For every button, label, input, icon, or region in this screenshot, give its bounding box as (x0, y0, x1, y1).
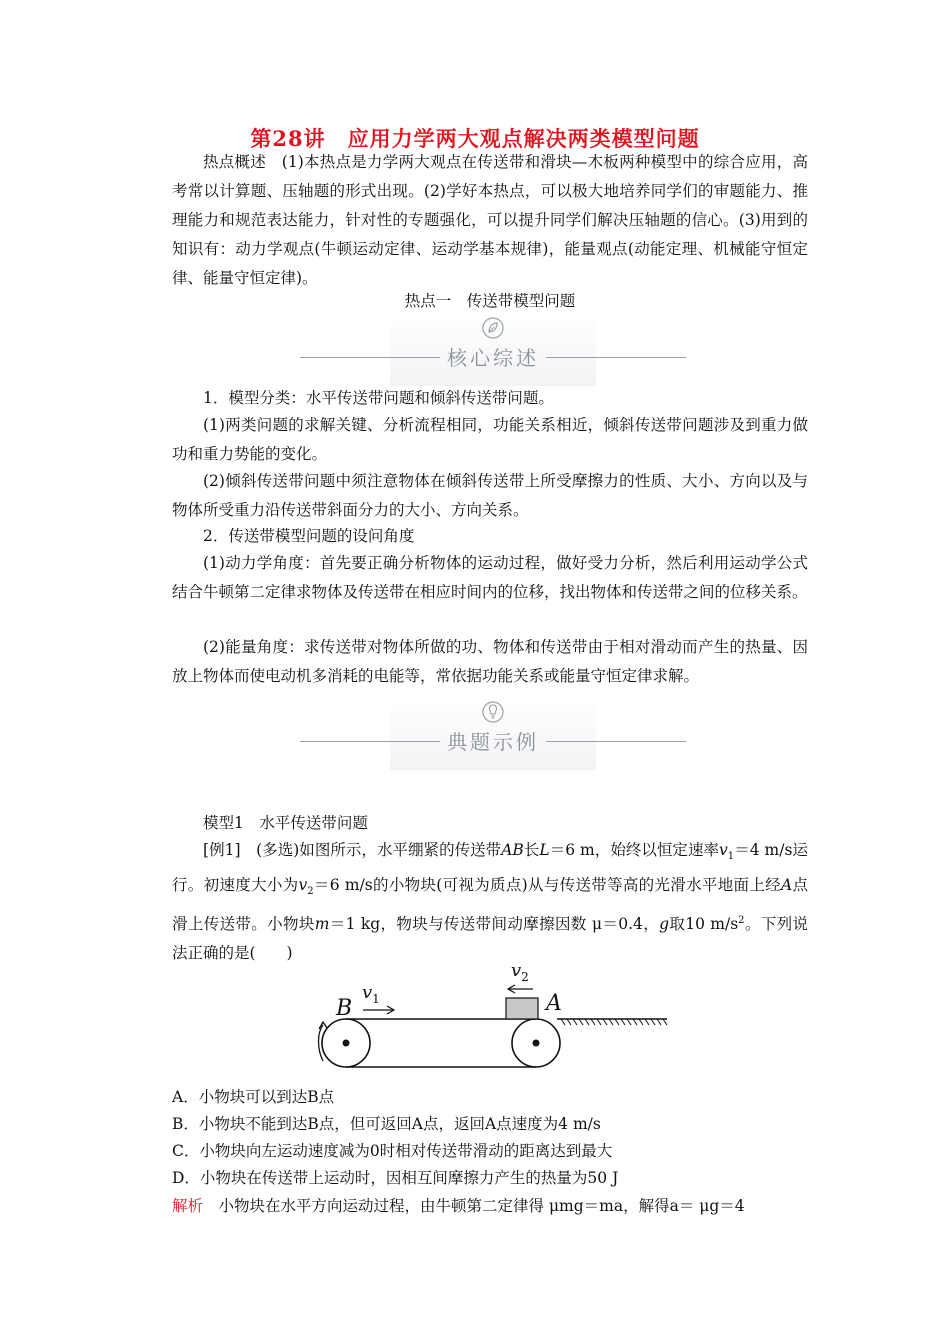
item-2-title: 2．传送带模型问题的设问角度 (203, 527, 415, 545)
banner-label: 核心综述 (447, 346, 539, 370)
analysis-label: 解析 (172, 1197, 204, 1215)
option-d: D．小物块在传送带上运动时，因相互间摩擦力产生的热量为50 J (172, 1169, 619, 1187)
item-2-para-2: (2)能量角度：求传送带对物体所做的功、物体和传送带由于相对滑动而产生的热量、因放上物体而使电动机多消耗的电能等，常依据功能关系或能量守恒定律求解。 (172, 638, 808, 685)
item-1-title: 1．模型分类：水平传送带问题和倾斜传送带问题。 (203, 389, 554, 407)
label-v1: $v_1$ (362, 982, 380, 1006)
core-summary-banner (300, 314, 686, 386)
overview-paragraph: 热点概述 (1)本热点是力学两大观点在传送带和滑块—木板两种模型中的综合应用，高考常以计算题、压轴题的形式出现。(2)学好本热点，可以极大地培养同学们的审题能力、推理能力和规范表达能力，针对性的专题强化，可以提升同学们解决压轴题的信心。(3)用到的知识有：动力学观点(牛顿运动定律、运动学基本规律)，能量观点(动能定理、机械能守恒定律、能量守恒定律)。 (172, 153, 808, 287)
conveyor-belt-figure (299, 953, 685, 1073)
leaf-icon (481, 316, 505, 340)
example-banner (300, 698, 686, 770)
option-a: A．小物块可以到达B点 (172, 1088, 335, 1106)
analysis-line (172, 1192, 808, 1221)
section-heading: 热点一 传送带模型问题 (404, 292, 576, 310)
block (506, 998, 538, 1019)
option-b: B．小物块不能到达B点，但可返回A点，返回A点速度为4 m/s (172, 1115, 601, 1133)
page-title: 第28讲 应用力学两大观点解决两类模型问题 (250, 126, 700, 151)
item-1-para-2: (2)倾斜传送带问题中须注意物体在倾斜传送带上所受摩擦力的性质、大小、方向以及与物体所受重力沿传送带斜面分力的大小、方向关系。 (172, 472, 808, 519)
banner-label: 典题示例 (447, 730, 539, 754)
label-a: A (546, 991, 562, 1016)
label-v2: $v_2$ (511, 960, 529, 984)
item-1-para-1: (1)两类问题的求解关键、分析流程相同，功能关系相近，倾斜传送带问题涉及到重力做功和重力势能的变化。 (172, 416, 808, 463)
lightbulb-icon (481, 700, 505, 724)
item-2-para-1: (1)动力学角度：首先要正确分析物体的运动过程，做好受力分析，然后利用运动学公式结合牛顿第二定律求物体及传送带在相应时间内的位移，找出物体和传送带之间的位移关系。 (172, 554, 808, 601)
label-b: B (336, 996, 353, 1021)
model-heading: 模型1 水平传送带问题 (203, 814, 368, 832)
option-c: C．小物块向左运动速度减为0时相对传送带滑动的距离达到最大 (172, 1142, 613, 1160)
example-tag: [例1] (203, 841, 241, 859)
example-paragraph: [例1] (多选)如图所示，水平绷紧的传送带AB长L＝6 m，始终以恒定速率$v_1=4$ m/s运行。初速度大小为$v_2=6$ m/s的小物块(可视为质点)从与传送带等高的光滑水平地面上经A点滑上传送带。小物块m＝1 kg，物块与传送带间动摩擦因数 μ＝0.4，g取10 $m/s^2$。下列说法正确的是( ) (172, 841, 808, 963)
analysis-text: 小物块在水平方向运动过程，由牛顿第二定律得 μmg＝ma，解得a＝ μg＝4 (203, 1197, 745, 1215)
